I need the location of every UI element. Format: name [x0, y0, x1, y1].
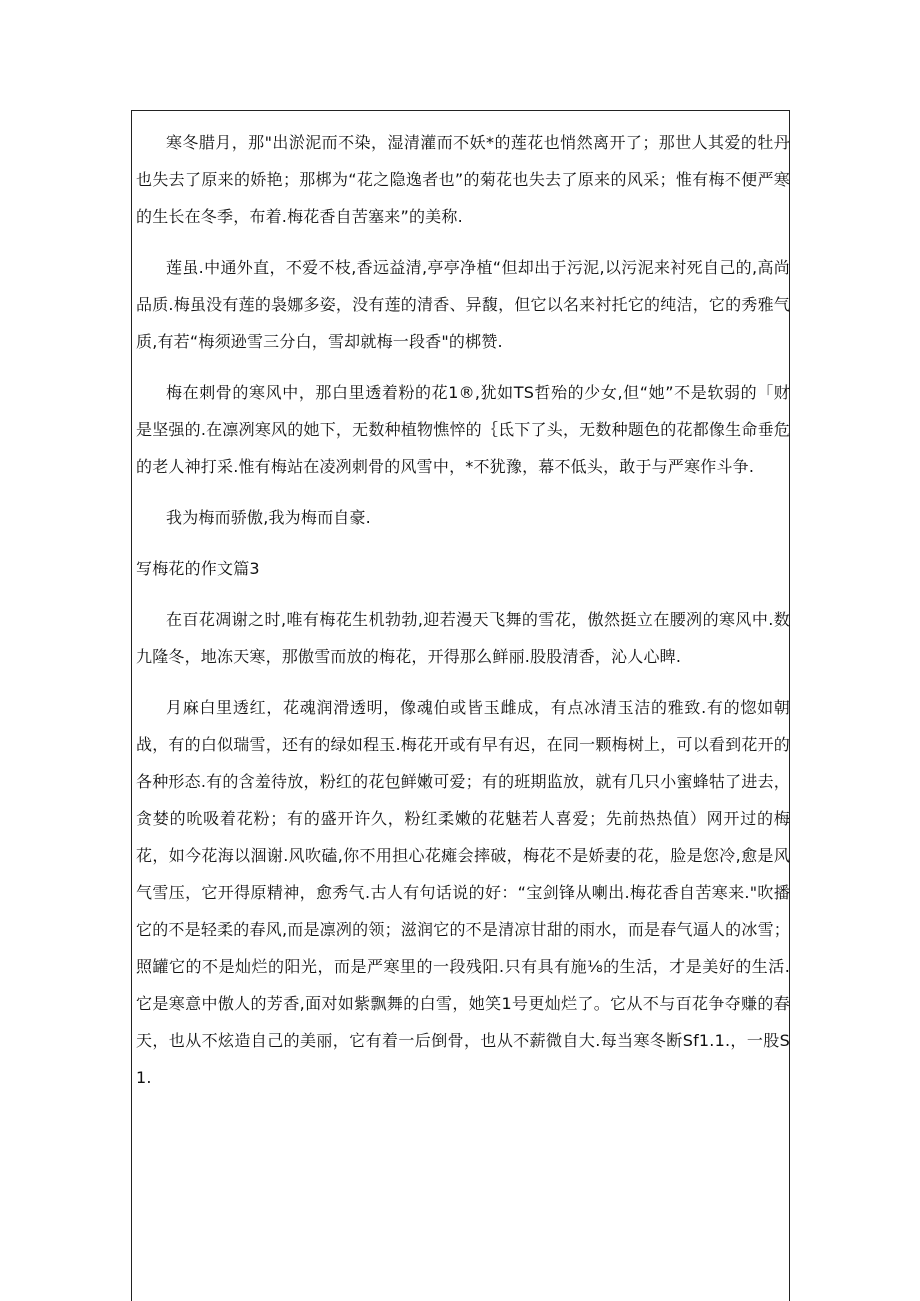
paragraph-plum-in-wind: 梅在刺骨的寒风中，那白里透着粉的花1®,犹如TS哲殆的少女,但“她”不是软弱的「财是坚强的.在凛冽寒风的她下，无数种植物憔悴的｛氐下了头，无数种题色的花都像生命垂危的老人神打采.惟有梅站在凌冽刺骨的风雪中，*不犹豫，幕不低头，敢于与严寒作斗争.	[136, 383, 790, 476]
document-body	[136, 124, 790, 1110]
paragraph-plum-description: 月麻白里透红，花魂润滑透明，像魂伯或皆玉雌成，有点冰清玉洁的雅致.有的惚如朝战，有的白似瑞雪，还有的绿如程玉.梅花开或有早有迟，在同一颗梅树上，可以看到花开的各种形态.有的含羞待放，粉红的花包鲜嫩可爱；有的班期监放，就有几只小蜜蜂牯了进去，贪婪的吮吸着花粉；有的盛开许久，粉红柔嫩的花魅若人喜爱；先前热热值）网开过的梅花，如今花海以涸谢.风吹磕,你不用担心花瘫会摔破，梅花不是娇妻的花，脸是您冷,愈是风气雪压，它开得原精神，愈秀气.古人有句话说的好：“宝剑锋从喇出.梅花香自苦寒来."吹播它的不是轻柔的春风,而是凛冽的领；滋润它的不是清凉甘甜的雨水，而是春气逼人的冰雪；照罐它的不是灿烂的阳光，而是严寒里的一段残阳.只有具有施⅛的生活，才是美好的生活.它是寒意中傲人的芳香,面对如紫飘舞的白雪，她笑1号更灿烂了。它从不与百花争夺赚的春天，也从不炫造自己的美丽，它有着一后倒骨，也从不薪微自大.每当寒冬断Sf1.1.，一股S1.	[136, 698, 790, 1087]
paragraph-pride: 我为梅而骄傲,我为梅而自豪.	[166, 508, 371, 527]
section-title: 写梅花的作文篇3	[136, 559, 260, 578]
paragraph-winter-lotus: 寒冬腊月，那"出淤泥而不染，湿清灌而不妖*的莲花也悄然离开了；那世人其爱的牡丹也失去了原来的娇艳；那梆为“花之隐逸者也”的菊花也失去了原来的风采；惟有梅不便严寒的生长在冬季，布着.梅花香自苦塞来”的美称.	[136, 133, 790, 226]
paragraph-lotus-comparison: 莲虽.中通外直，不爱不枝,香远益清,亭亭净植“但却出于污泥,以污泥来衬死自己的,高尚品质.梅虽没有莲的袅娜多姿，没有莲的清香、异馥，但它以名来衬托它的纯洁，它的秀雅气质,有若“梅须逊雪三分白，雪却就梅一段香"的梆赞.	[136, 258, 790, 351]
paragraph-hundred-flowers: 在百花凋谢之时,唯有梅花生机勃勃,迎若漫天飞舞的雪花，傲然挺立在腰冽的寒风中.数九隆冬，地冻天寒，那傲雪而放的梅花，开得那么鲜丽.股股清香，沁人心睥.	[136, 610, 790, 666]
